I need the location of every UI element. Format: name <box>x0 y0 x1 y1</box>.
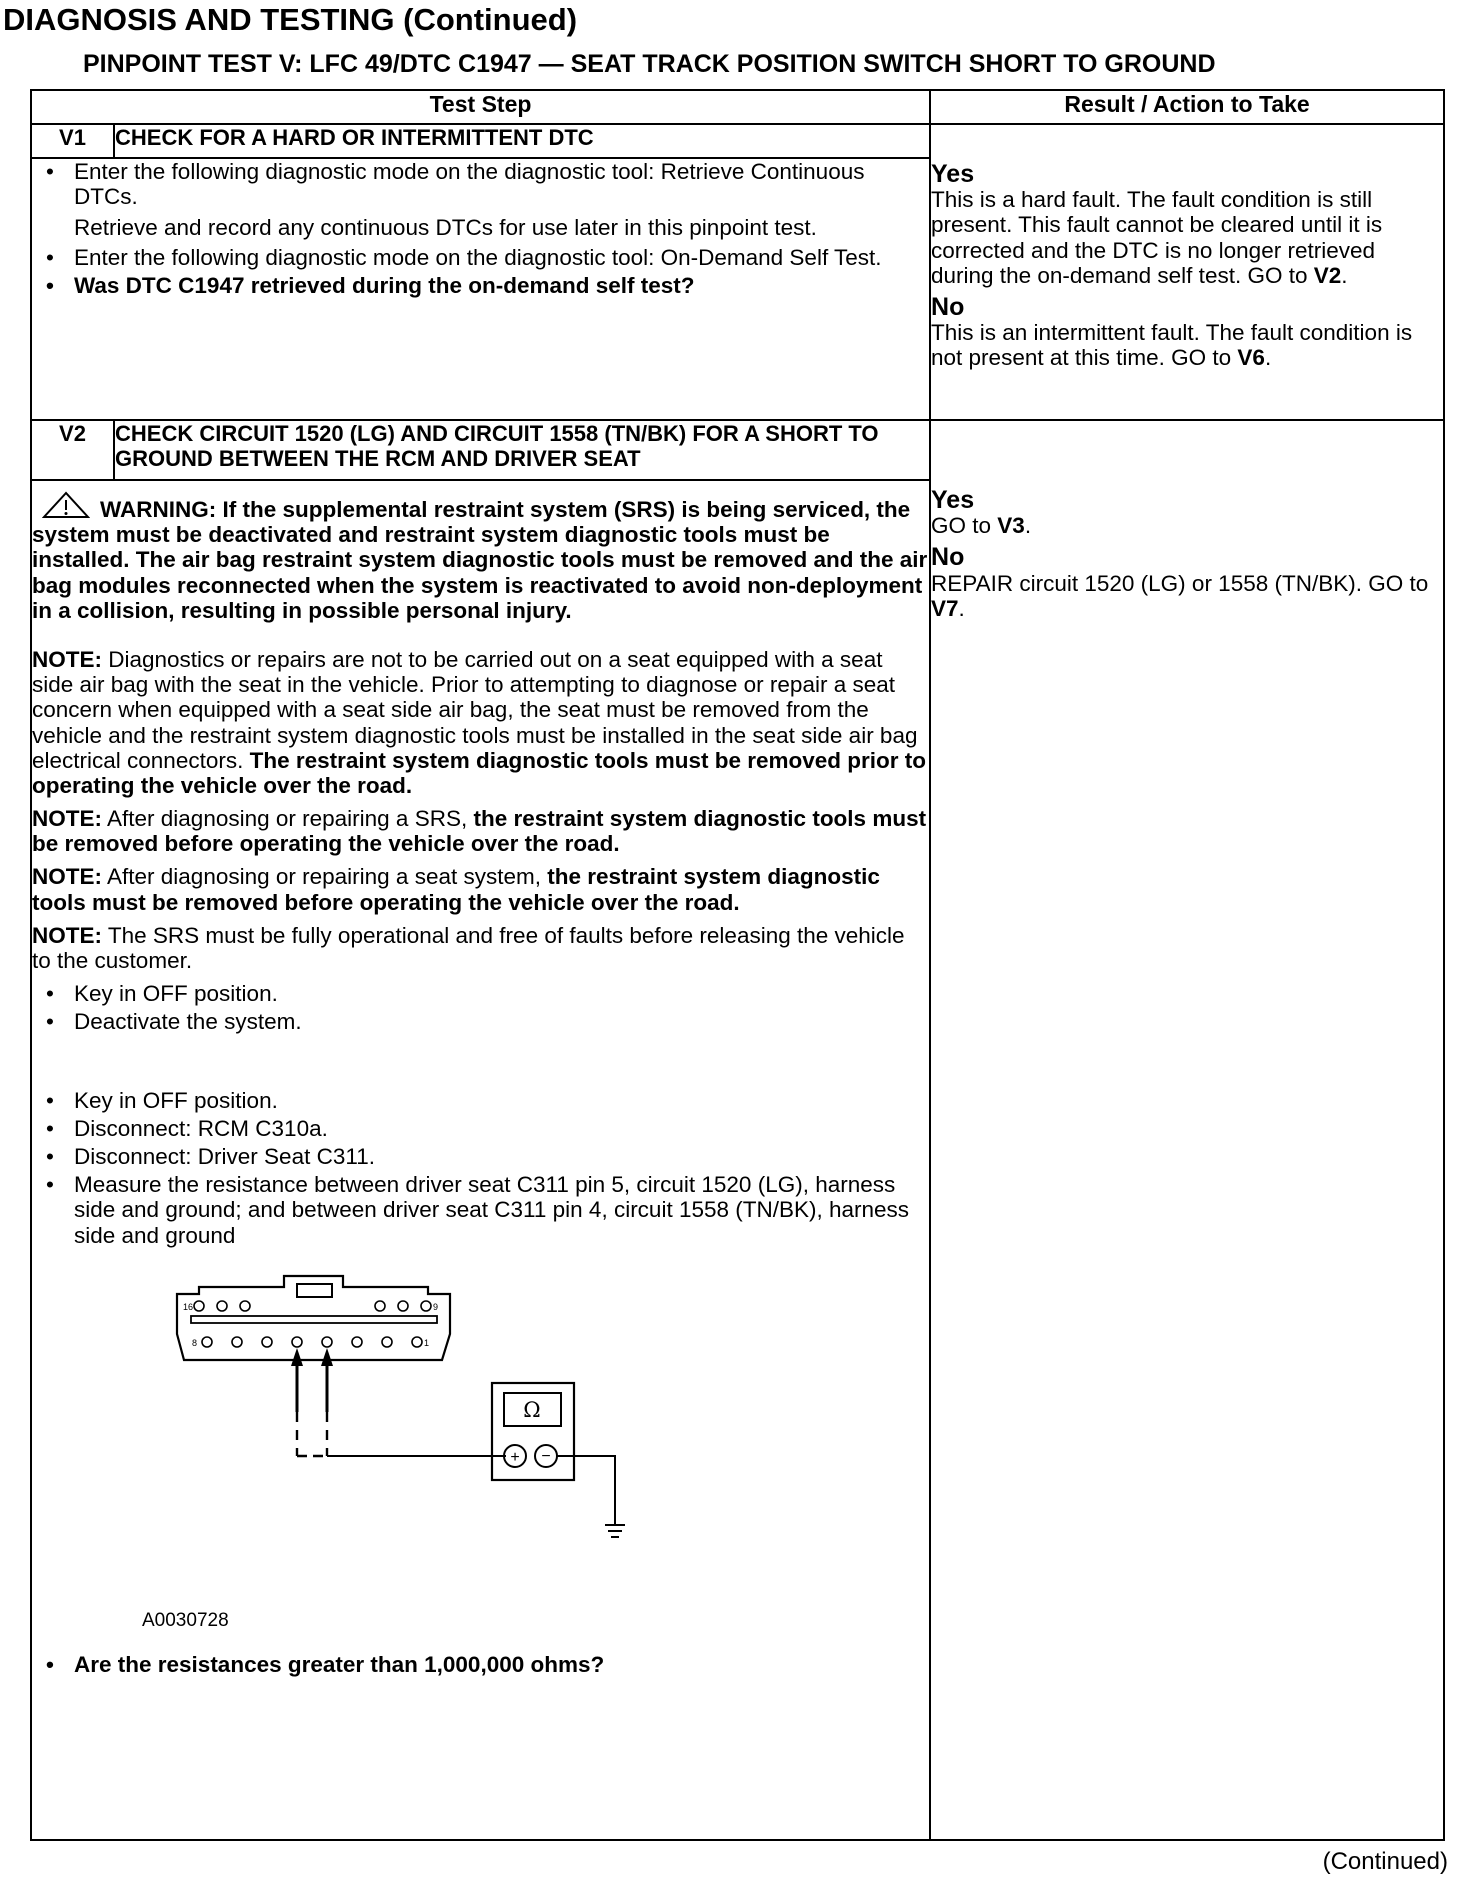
result-yes-text: GO to V3. <box>931 513 1032 539</box>
pin-label-16: 16 <box>183 1301 194 1312</box>
connector-pin <box>352 1337 362 1347</box>
continued-label: (Continued) <box>1322 1848 1448 1875</box>
list-item: • Deactivate the system. <box>32 1009 929 1034</box>
pinpoint-test-table <box>30 89 1445 1841</box>
column-header-test-step: Test Step <box>31 90 930 124</box>
connector-pin <box>262 1337 272 1347</box>
note-2: NOTE: After diagnosing or repairing a SRS, the restraint system diagnostic tools must be removed before operating the vehicle over the road. <box>32 806 927 857</box>
connector-body <box>177 1276 450 1360</box>
result-no-text: REPAIR circuit 1520 (LG) or 1558 (TN/BK). GO to V7. <box>931 570 1429 621</box>
connector-pin <box>240 1301 250 1311</box>
connector-pin-4 <box>322 1337 332 1347</box>
result-no-text: This is an intermittent fault. The fault condition is not present at this time. GO to V6. <box>931 320 1413 371</box>
result-cell-v2 <box>930 420 1444 1840</box>
warning-block: WARNING: If the supplemental restraint system (SRS) is being serviced, the system must be deactivated and restraint system diagnostic tools must be installed. The air bag restraint system diagnostic tools must be removed and the air bag modules reconnected when the system is reactivated to avoid non-deployment in a collision, resulting in possible personal injury. <box>32 491 929 623</box>
list-item: • Enter the following diagnostic mode on the diagnostic tool: Retrieve Continuous DTCs. <box>32 159 929 209</box>
figure-id: A0030728 <box>142 1609 229 1631</box>
list-item: • Key in OFF position. <box>32 981 929 1006</box>
note-4: NOTE: The SRS must be fully operational and free of faults before releasing the vehicle to the customer. <box>32 922 905 973</box>
result-yes-text: This is a hard fault. The fault condition is still present. This fault cannot be cleared until it is corrected and the DTC is no longer retrieved during the on-demand self test. GO to V2. <box>931 187 1383 288</box>
negative-terminal-symbol: − <box>541 1447 551 1465</box>
list-item: • Disconnect: Driver Seat C311. <box>32 1144 929 1169</box>
result-no-label: No <box>931 293 965 321</box>
note-3: NOTE: After diagnosing or repairing a seat system, the restraint system diagnostic tools must be removed before operating the vehicle over the road. <box>32 864 880 915</box>
connector-pin-5 <box>292 1337 302 1347</box>
goto-v6-link[interactable]: V6 <box>1237 345 1265 371</box>
step-question-v2: • Are the resistances greater than 1,000,000 ohms? <box>32 1652 929 1677</box>
step-title-v1: CHECK FOR A HARD OR INTERMITTENT DTC <box>114 124 930 158</box>
column-header-result: Result / Action to Take <box>930 90 1444 124</box>
goto-v3-link[interactable]: V3 <box>997 513 1025 539</box>
result-cell-v1 <box>930 124 1444 420</box>
note-1: NOTE: Diagnostics or repairs are not to be carried out on a seat equipped with a seat side air bag with the seat in the vehicle. Prior to attempting to diagnose or repair a seat concern when equipped with a seat side air bag, the seat must be removed from the vehicle and the restraint system diagnostic tools must be installed in the seat side air bag electrical connectors. The restraint system diagnostic tools must be removed prior to operating the vehicle over the road. <box>32 646 927 798</box>
step-question-v1: • Was DTC C1947 retrieved during the on-demand self test? <box>32 273 929 298</box>
pinpoint-test-title: PINPOINT TEST V: LFC 49/DTC C1947 — SEAT TRACK POSITION SWITCH SHORT TO GROUND <box>83 50 1216 78</box>
pin-label-9: 9 <box>433 1301 439 1312</box>
step-id-v1: V1 <box>31 124 114 158</box>
connector-diagram <box>32 1270 632 1640</box>
list-item: • Key in OFF position. <box>32 1088 929 1113</box>
connector-pin <box>232 1337 242 1347</box>
connector-pin <box>202 1337 212 1347</box>
page-title: DIAGNOSIS AND TESTING (Continued) <box>3 2 578 37</box>
list-item: • Enter the following diagnostic mode on the diagnostic tool: On-Demand Self Test. <box>32 245 929 270</box>
list-item: • Disconnect: RCM C310a. <box>32 1116 929 1141</box>
connector-pin <box>217 1301 227 1311</box>
warning-triangle-icon <box>42 491 90 519</box>
probe-arrow <box>291 1348 303 1366</box>
step-content-v1 <box>31 158 930 420</box>
result-yes-label: Yes <box>931 160 975 188</box>
positive-terminal-symbol: + <box>510 1448 520 1466</box>
connector-pin <box>412 1337 422 1347</box>
connector-pin <box>382 1337 392 1347</box>
result-yes-label: Yes <box>931 486 975 514</box>
step-title-v2: CHECK CIRCUIT 1520 (LG) AND CIRCUIT 1558 (TN/BK) FOR A SHORT TO GROUND BETWEEN THE RCM AND DRIVER SEAT <box>114 420 930 480</box>
ohm-symbol: Ω <box>523 1397 541 1422</box>
probe-arrow <box>321 1348 333 1366</box>
list-item: • Measure the resistance between driver seat C311 pin 5, circuit 1520 (LG), harness side and ground; and between driver seat C311 pin 4, circuit 1558 (TN/BK), harness side and ground <box>32 1172 929 1248</box>
connector-pin <box>421 1301 431 1311</box>
step-paragraph: Retrieve and record any continuous DTCs for use later in this pinpoint test. <box>74 215 817 241</box>
connector-latch <box>297 1284 332 1297</box>
connector-key-bar <box>191 1316 437 1323</box>
step-content-v2 <box>31 480 930 1840</box>
connector-pin <box>194 1301 204 1311</box>
resistance-measurement-figure <box>32 1270 632 1640</box>
result-no-label: No <box>931 543 965 572</box>
goto-v2-link[interactable]: V2 <box>1313 262 1342 288</box>
step-id-v2: V2 <box>31 420 114 480</box>
connector-pin <box>398 1301 408 1311</box>
connector-pin <box>375 1301 385 1311</box>
goto-v7-link[interactable]: V7 <box>931 595 959 621</box>
pin-label-8: 8 <box>192 1337 198 1348</box>
pin-label-1: 1 <box>424 1337 430 1348</box>
meter-lead-negative <box>557 1456 615 1525</box>
